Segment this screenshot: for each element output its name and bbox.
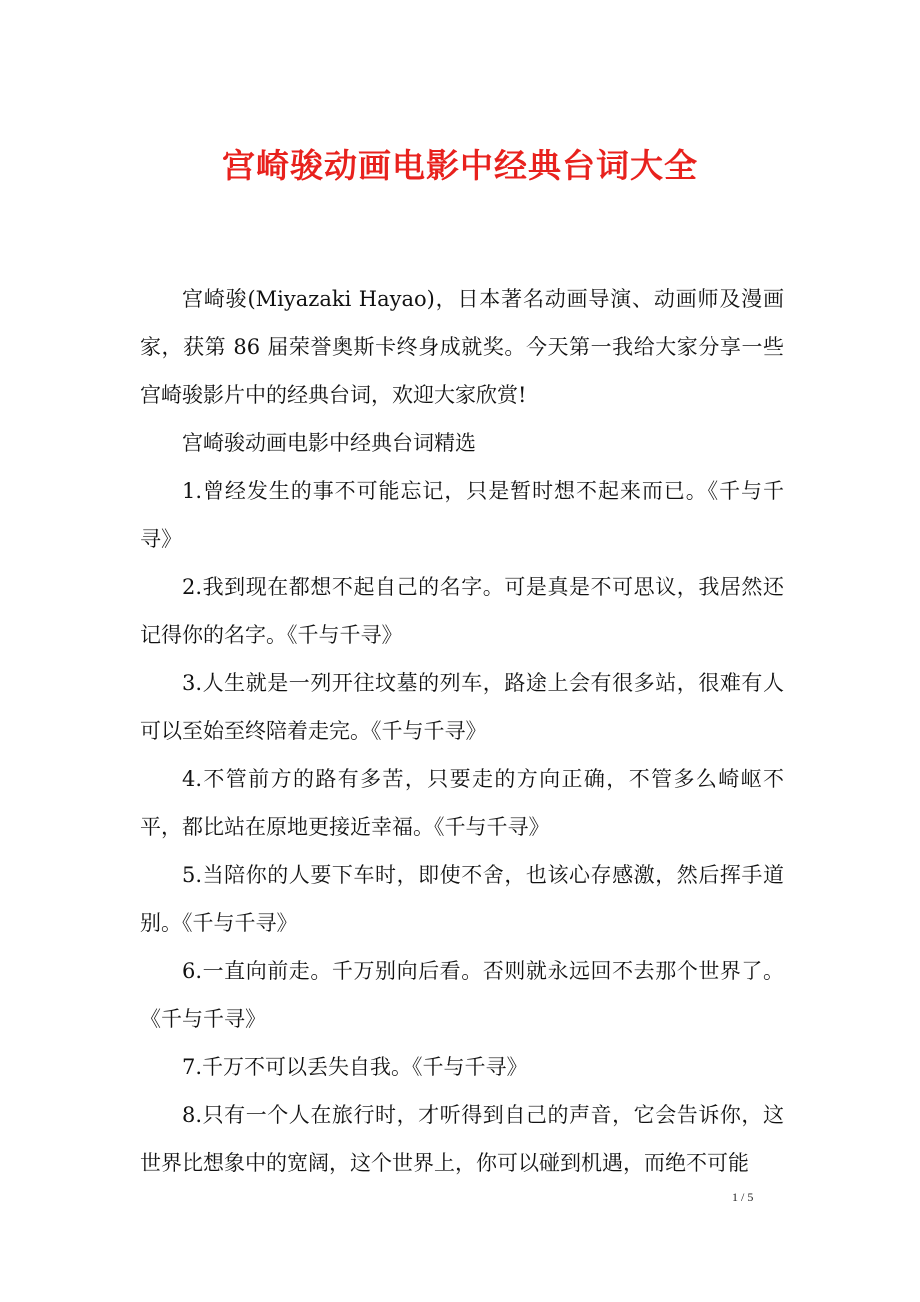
paragraph-quote-2: 2.我到现在都想不起自己的名字。可是真是不可思议，我居然还记得你的名字。《千与千寻》 [140, 575, 784, 647]
paragraph-quote-5: 5.当陪你的人要下车时，即使不舍，也该心存感激，然后挥手道别。《千与千寻》 [140, 863, 784, 935]
paragraph-section-heading: 宫崎骏动画电影中经典台词精选 [182, 431, 476, 455]
page-title: 宫崎骏动画电影中经典台词大全 [222, 146, 698, 185]
paragraph-quote-3: 3.人生就是一列开往坟墓的列车，路途上会有很多站，很难有人可以至始至终陪着走完。《千与千寻》 [140, 671, 784, 743]
paragraph-quote-4: 4.不管前方的路有多苦，只要走的方向正确，不管多么崎岖不平，都比站在原地更接近幸福。《千与千寻》 [140, 767, 784, 839]
paragraph-quote-6: 6.一直向前走。千万别向后看。否则就永远回不去那个世界了。《千与千寻》 [140, 959, 784, 1031]
document-body [140, 275, 784, 1187]
paragraph-quote-7: 7.千万不可以丢失自我。《千与千寻》 [182, 1055, 528, 1079]
page-number: 1 / 5 [732, 1190, 754, 1204]
paragraph-intro: 宫崎骏(Miyazaki Hayao)，日本著名动画导演、动画师及漫画家，获第 86 届荣誉奥斯卡终身成就奖。今天第一我给大家分享一些宫崎骏影片中的经典台词，欢迎大家欣赏! [140, 287, 784, 407]
paragraph-quote-8: 8.只有一个人在旅行时，才听得到自己的声音，它会告诉你，这世界比想象中的宽阔，这个世界上，你可以碰到机遇，而绝不可能 [140, 1103, 784, 1175]
paragraph-quote-1: 1.曾经发生的事不可能忘记，只是暂时想不起来而已。《千与千寻》 [140, 479, 784, 551]
